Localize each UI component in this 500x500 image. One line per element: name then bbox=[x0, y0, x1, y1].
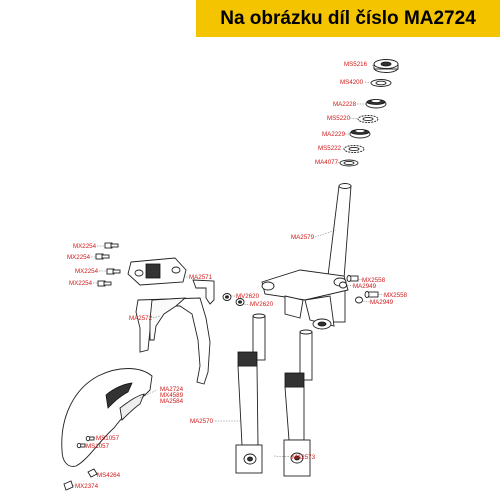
ball-cage-lower-part bbox=[344, 146, 364, 153]
label-ms4264: MS4264 bbox=[97, 472, 121, 479]
washer-mv2620-1-part bbox=[223, 294, 231, 301]
label-ma2949-2: MA2949 bbox=[370, 299, 394, 306]
label-mx2254-3: MX2254 bbox=[75, 268, 99, 275]
label-ma2572: MA2572 bbox=[129, 315, 153, 322]
label-ma2579: MA2579 bbox=[291, 234, 315, 241]
label-ma2949-1: MA2949 bbox=[353, 283, 377, 290]
label-ms5220: MS5220 bbox=[327, 115, 351, 122]
part-number-banner: Na obrázku díl číslo MA2724 bbox=[196, 0, 500, 37]
label-ma2229: MA2229 bbox=[322, 131, 346, 138]
label-ms4200: MS4200 bbox=[340, 79, 364, 86]
label-ms5216: MS5216 bbox=[344, 61, 368, 68]
bearing-race-lower-part bbox=[350, 129, 370, 138]
label-mx2374: MX2374 bbox=[75, 483, 99, 490]
clamp-nut-upper-part bbox=[340, 282, 347, 288]
label-mx2254-4: MX2254 bbox=[69, 280, 93, 287]
screw-ms1057-2-part bbox=[77, 443, 85, 447]
label-mx2254-2: MX2254 bbox=[67, 254, 91, 261]
label-ma2584: MA2584 bbox=[160, 398, 184, 405]
label-ma2724: MA2724 bbox=[160, 386, 184, 393]
ball-cage-upper-part bbox=[358, 116, 378, 123]
label-ma2228: MA2228 bbox=[333, 101, 357, 108]
fender-stay-part bbox=[136, 280, 214, 384]
label-ms5222: MS5222 bbox=[318, 145, 342, 152]
steering-stem-part bbox=[262, 184, 351, 330]
fender-bracket-top-part bbox=[128, 258, 186, 285]
bearing-race-upper-part bbox=[366, 99, 386, 108]
label-mx2254-1: MX2254 bbox=[73, 243, 97, 250]
clamp-bolt-lower-part bbox=[365, 292, 378, 298]
bolt-mx2254-1-part bbox=[105, 243, 118, 248]
label-ma2570: MA2570 bbox=[190, 418, 214, 425]
clip-ms4264-part bbox=[88, 469, 97, 477]
bolt-mx2254-2-part bbox=[96, 254, 109, 259]
label-mx2558-2: MX2558 bbox=[384, 292, 408, 299]
bearing-nut-part bbox=[374, 60, 398, 73]
clip-mx2374-part bbox=[64, 481, 73, 490]
label-ma2571: MA2571 bbox=[189, 274, 213, 281]
label-mx2558-1: MX2558 bbox=[362, 277, 386, 284]
clamp-bolt-upper-part bbox=[347, 276, 358, 282]
front-fender-part bbox=[62, 369, 152, 467]
label-ma2573: MA2573 bbox=[292, 454, 316, 461]
bolt-mx2254-4-part bbox=[98, 281, 111, 286]
label-ma4077: MA4077 bbox=[315, 159, 339, 166]
clamp-nut-lower-part bbox=[356, 297, 363, 303]
lock-washer-part bbox=[371, 80, 391, 87]
label-mv2620-1: MV2620 bbox=[236, 293, 260, 300]
dust-seal-part bbox=[340, 160, 358, 166]
part-labels bbox=[67, 61, 408, 490]
label-ms1057-1: MS1057 bbox=[96, 435, 120, 442]
screw-ms1057-1-part bbox=[86, 436, 94, 440]
label-mv2620-2: MV2620 bbox=[250, 301, 274, 308]
bolt-mx2254-3-part bbox=[107, 269, 120, 274]
label-mx4589: MX4589 bbox=[160, 392, 184, 399]
label-ms1057-2: MS1057 bbox=[86, 443, 110, 450]
fork-leg-left-part bbox=[236, 314, 265, 473]
